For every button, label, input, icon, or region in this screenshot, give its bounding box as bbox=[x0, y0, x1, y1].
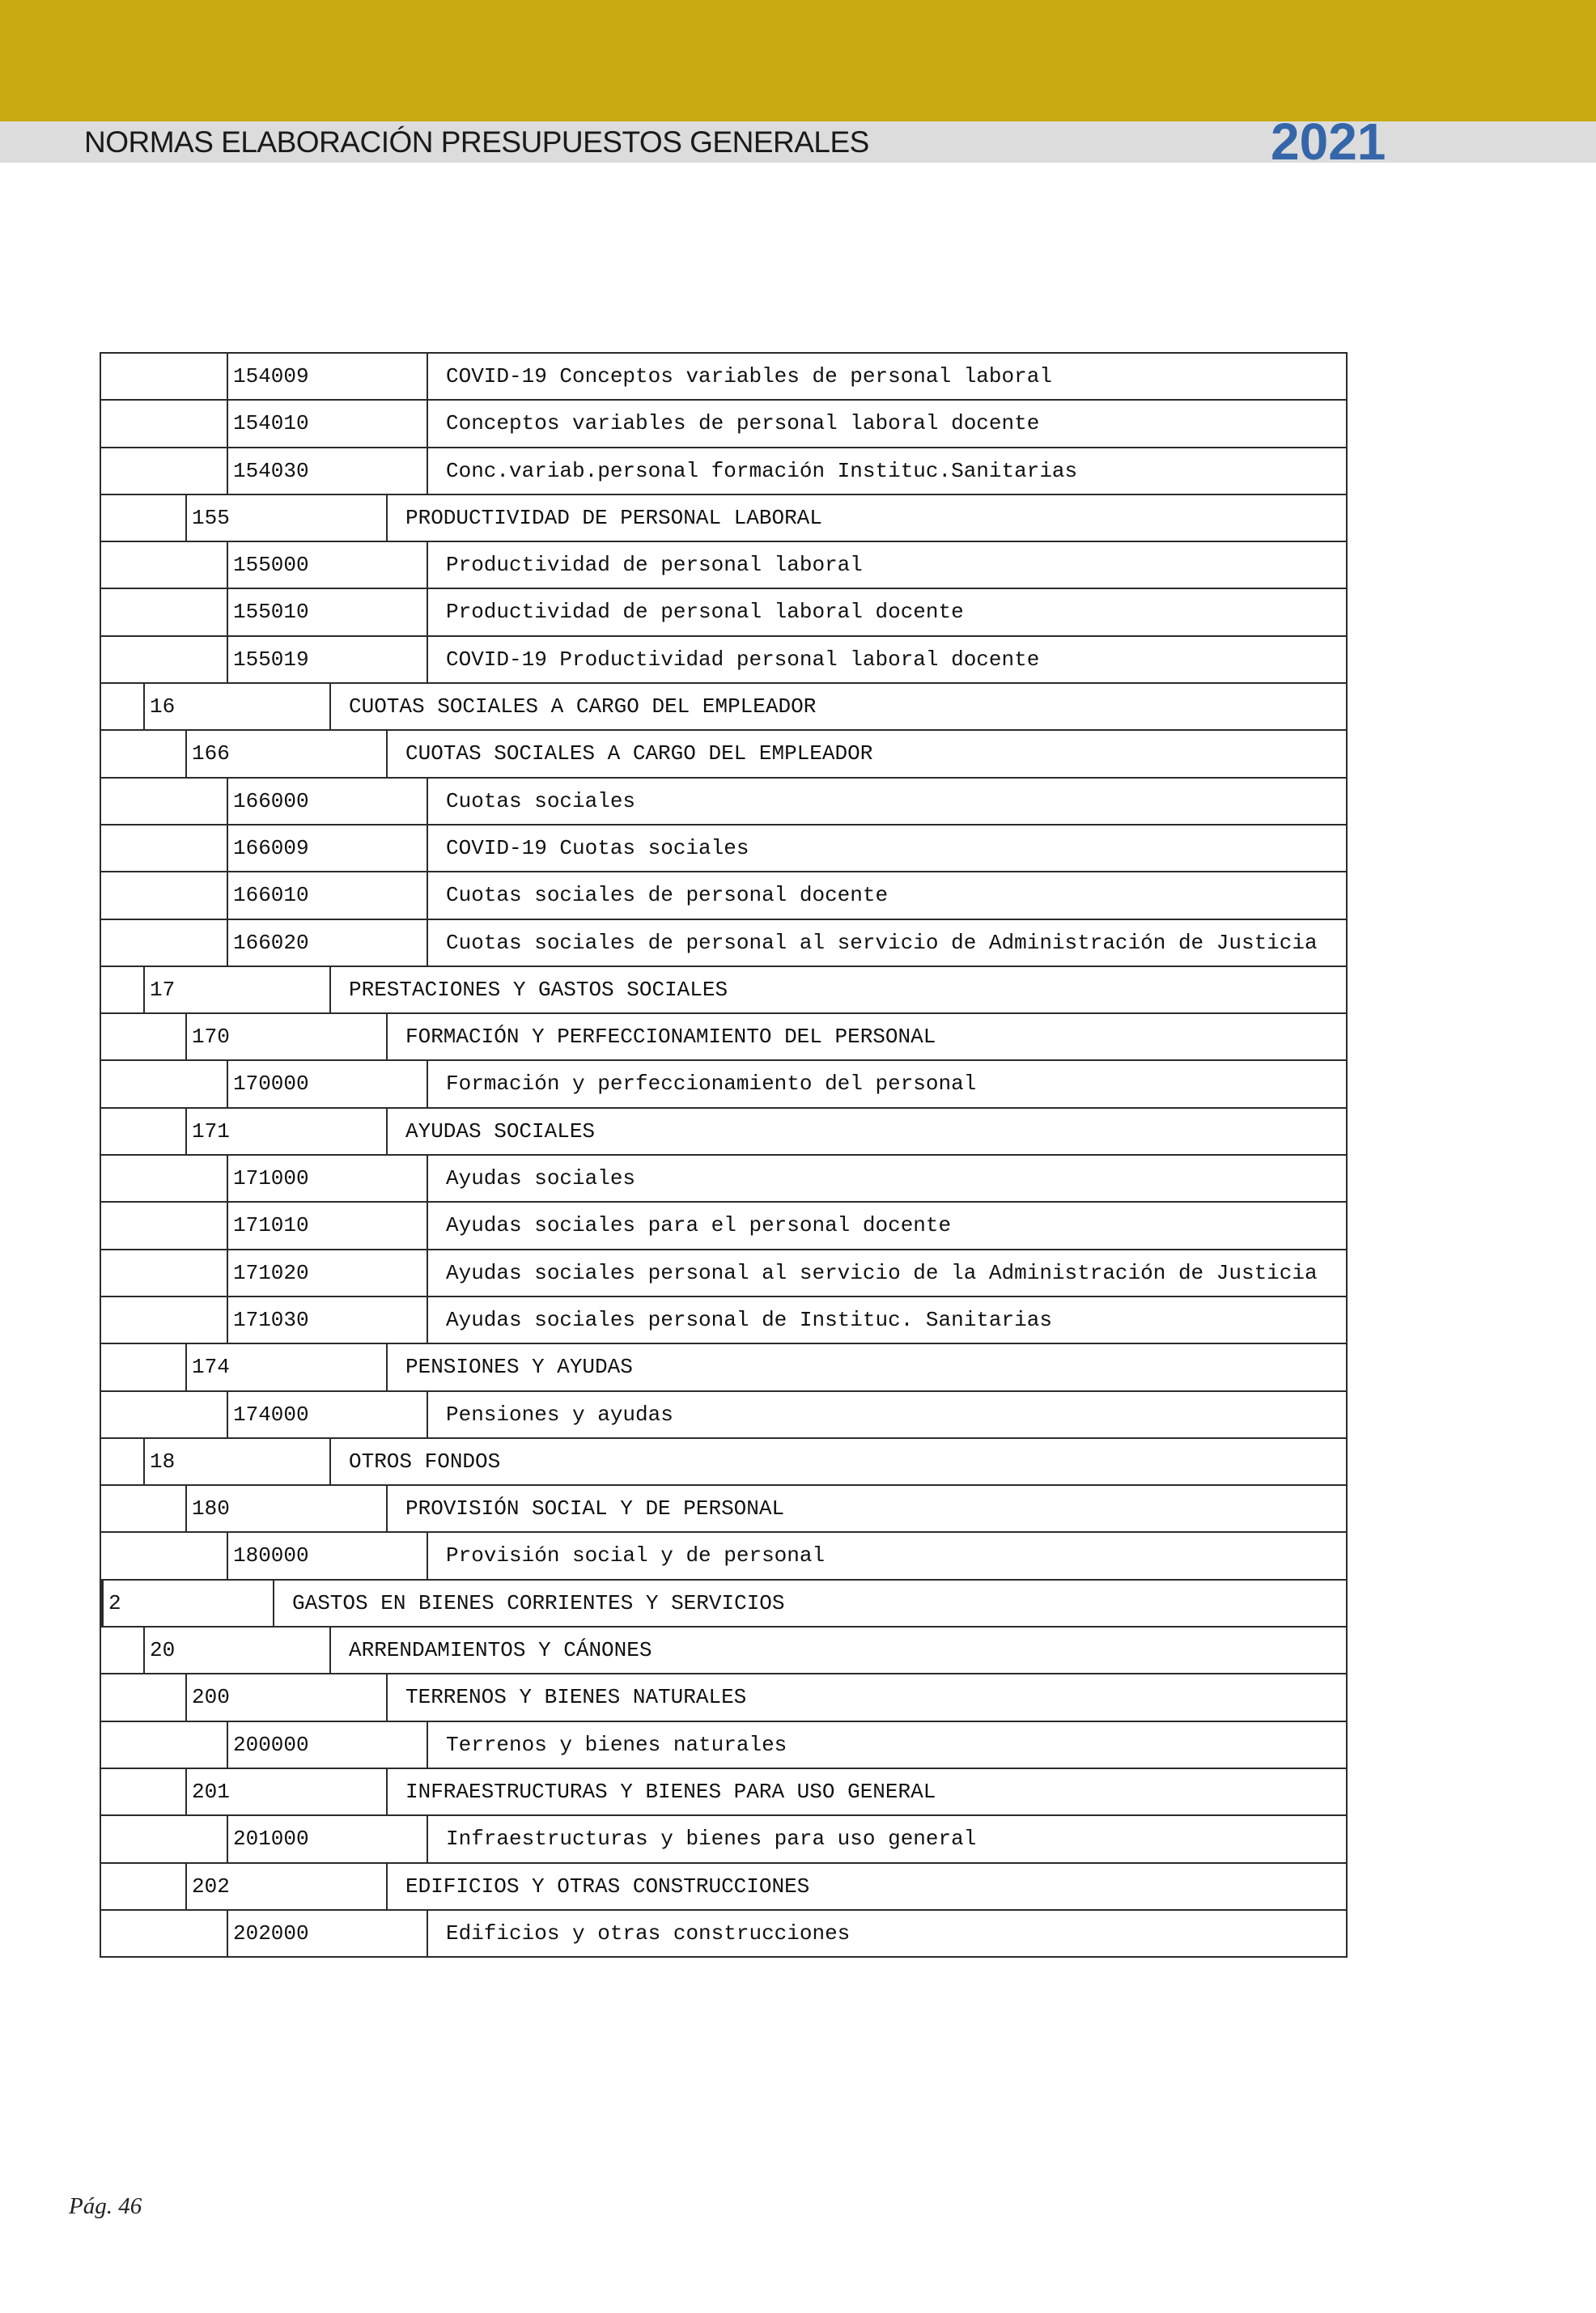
row-code: 17 bbox=[143, 967, 329, 1012]
row-code: 171 bbox=[185, 1109, 386, 1154]
subconcept-row bbox=[100, 824, 1348, 871]
budget-code-table bbox=[100, 352, 1348, 1958]
row-code: 201000 bbox=[227, 1816, 427, 1861]
row-description: INFRAESTRUCTURAS Y BIENES PARA USO GENERAL bbox=[386, 1769, 1346, 1814]
concept-row bbox=[100, 1768, 1348, 1814]
concept-row bbox=[100, 1862, 1348, 1909]
row-description: PRODUCTIVIDAD DE PERSONAL LABORAL bbox=[386, 495, 1346, 541]
subconcept-row bbox=[100, 777, 1348, 824]
chapter-row bbox=[100, 1579, 1348, 1626]
subconcept-row bbox=[100, 352, 1348, 399]
row-description: PROVISIÓN SOCIAL Y DE PERSONAL bbox=[386, 1486, 1346, 1531]
concept-row bbox=[100, 494, 1348, 541]
row-description: OTROS FONDOS bbox=[329, 1439, 1346, 1484]
row-code: 166010 bbox=[227, 872, 427, 918]
subconcept-row bbox=[100, 1390, 1348, 1437]
row-code: 18 bbox=[143, 1439, 329, 1484]
row-description: Cuotas sociales de personal docente bbox=[427, 872, 1346, 918]
page-number: Pág. 46 bbox=[69, 2193, 142, 2219]
row-description: Infraestructuras y bienes para uso general bbox=[427, 1816, 1346, 1861]
row-code: 154030 bbox=[227, 448, 427, 494]
concept-row bbox=[100, 1673, 1348, 1720]
row-code: 171030 bbox=[227, 1297, 427, 1343]
concept-row bbox=[100, 1343, 1348, 1390]
row-code: 200000 bbox=[227, 1722, 427, 1768]
subconcept-row bbox=[100, 1814, 1348, 1861]
row-description: COVID-19 Conceptos variables de personal laboral bbox=[427, 354, 1346, 399]
subconcept-row bbox=[100, 1201, 1348, 1248]
row-code: 171020 bbox=[227, 1250, 427, 1296]
row-description: PRESTACIONES Y GASTOS SOCIALES bbox=[329, 967, 1346, 1012]
document-year: 2021 bbox=[1271, 112, 1386, 171]
article-row bbox=[100, 966, 1348, 1012]
article-row bbox=[100, 1626, 1348, 1673]
row-description: AYUDAS SOCIALES bbox=[386, 1109, 1346, 1154]
row-description: CUOTAS SOCIALES A CARGO DEL EMPLEADOR bbox=[329, 684, 1346, 729]
row-code: 155000 bbox=[227, 542, 427, 588]
article-row bbox=[100, 682, 1348, 729]
row-description: Ayudas sociales bbox=[427, 1156, 1346, 1201]
row-description: Cuotas sociales bbox=[427, 779, 1346, 824]
row-code: 166 bbox=[185, 731, 386, 776]
row-description: GASTOS EN BIENES CORRIENTES Y SERVICIOS bbox=[273, 1581, 1346, 1626]
article-row bbox=[100, 1437, 1348, 1484]
row-code: 202 bbox=[185, 1864, 386, 1909]
subconcept-row bbox=[100, 871, 1348, 918]
row-code: 201 bbox=[185, 1769, 386, 1814]
document-title: NORMAS ELABORACIÓN PRESUPUESTOS GENERALES bbox=[84, 125, 869, 159]
row-description: COVID-19 Cuotas sociales bbox=[427, 825, 1346, 871]
subconcept-row bbox=[100, 1909, 1348, 1958]
row-description: EDIFICIOS Y OTRAS CONSTRUCCIONES bbox=[386, 1864, 1346, 1909]
row-code: 154010 bbox=[227, 401, 427, 446]
row-code: 2 bbox=[101, 1581, 273, 1626]
row-description: Terrenos y bienes naturales bbox=[427, 1722, 1346, 1768]
row-description: CUOTAS SOCIALES A CARGO DEL EMPLEADOR bbox=[386, 731, 1346, 776]
row-code: 174000 bbox=[227, 1392, 427, 1437]
row-description: Productividad de personal laboral bbox=[427, 542, 1346, 588]
row-description: Productividad de personal laboral docente bbox=[427, 589, 1346, 634]
row-code: 171010 bbox=[227, 1203, 427, 1248]
row-description: ARRENDAMIENTOS Y CÁNONES bbox=[329, 1628, 1346, 1673]
subconcept-row bbox=[100, 447, 1348, 494]
header-color-band bbox=[0, 0, 1596, 121]
row-code: 170 bbox=[185, 1014, 386, 1059]
row-code: 155010 bbox=[227, 589, 427, 634]
subconcept-row bbox=[100, 541, 1348, 588]
row-description: Ayudas sociales personal al servicio de la Administración de Justicia bbox=[427, 1250, 1346, 1296]
row-description: Conc.variab.personal formación Instituc.Sanitarias bbox=[427, 448, 1346, 494]
row-code: 155 bbox=[185, 495, 386, 541]
concept-row bbox=[100, 1484, 1348, 1531]
concept-row bbox=[100, 729, 1348, 776]
row-code: 202000 bbox=[227, 1911, 427, 1956]
row-description: Provisión social y de personal bbox=[427, 1533, 1346, 1578]
row-description: Edificios y otras construcciones bbox=[427, 1911, 1346, 1956]
row-code: 20 bbox=[143, 1628, 329, 1673]
row-code: 170000 bbox=[227, 1061, 427, 1106]
row-description: Conceptos variables de personal laboral docente bbox=[427, 401, 1346, 446]
row-code: 180000 bbox=[227, 1533, 427, 1578]
subconcept-row bbox=[100, 588, 1348, 634]
row-code: 155019 bbox=[227, 637, 427, 682]
row-description: Ayudas sociales personal de Instituc. Sanitarias bbox=[427, 1297, 1346, 1343]
row-description: PENSIONES Y AYUDAS bbox=[386, 1344, 1346, 1390]
row-code: 200 bbox=[185, 1674, 386, 1720]
row-description: TERRENOS Y BIENES NATURALES bbox=[386, 1674, 1346, 1720]
subconcept-row bbox=[100, 399, 1348, 446]
subconcept-row bbox=[100, 919, 1348, 966]
row-code: 154009 bbox=[227, 354, 427, 399]
row-code: 174 bbox=[185, 1344, 386, 1390]
row-code: 171000 bbox=[227, 1156, 427, 1201]
concept-row bbox=[100, 1012, 1348, 1059]
subconcept-row bbox=[100, 1154, 1348, 1201]
subconcept-row bbox=[100, 1721, 1348, 1768]
row-code: 166009 bbox=[227, 825, 427, 871]
subconcept-row bbox=[100, 1296, 1348, 1343]
subconcept-row bbox=[100, 1249, 1348, 1296]
concept-row bbox=[100, 1107, 1348, 1154]
row-description: Ayudas sociales para el personal docente bbox=[427, 1203, 1346, 1248]
subconcept-row bbox=[100, 635, 1348, 682]
row-description: FORMACIÓN Y PERFECCIONAMIENTO DEL PERSONAL bbox=[386, 1014, 1346, 1059]
row-code: 166020 bbox=[227, 920, 427, 966]
row-code: 180 bbox=[185, 1486, 386, 1531]
subconcept-row bbox=[100, 1531, 1348, 1578]
row-code: 16 bbox=[143, 684, 329, 729]
subconcept-row bbox=[100, 1059, 1348, 1106]
row-code: 166000 bbox=[227, 779, 427, 824]
row-description: Cuotas sociales de personal al servicio de Administración de Justicia bbox=[427, 920, 1346, 966]
row-description: COVID-19 Productividad personal laboral docente bbox=[427, 637, 1346, 682]
row-description: Formación y perfeccionamiento del personal bbox=[427, 1061, 1346, 1106]
row-description: Pensiones y ayudas bbox=[427, 1392, 1346, 1437]
